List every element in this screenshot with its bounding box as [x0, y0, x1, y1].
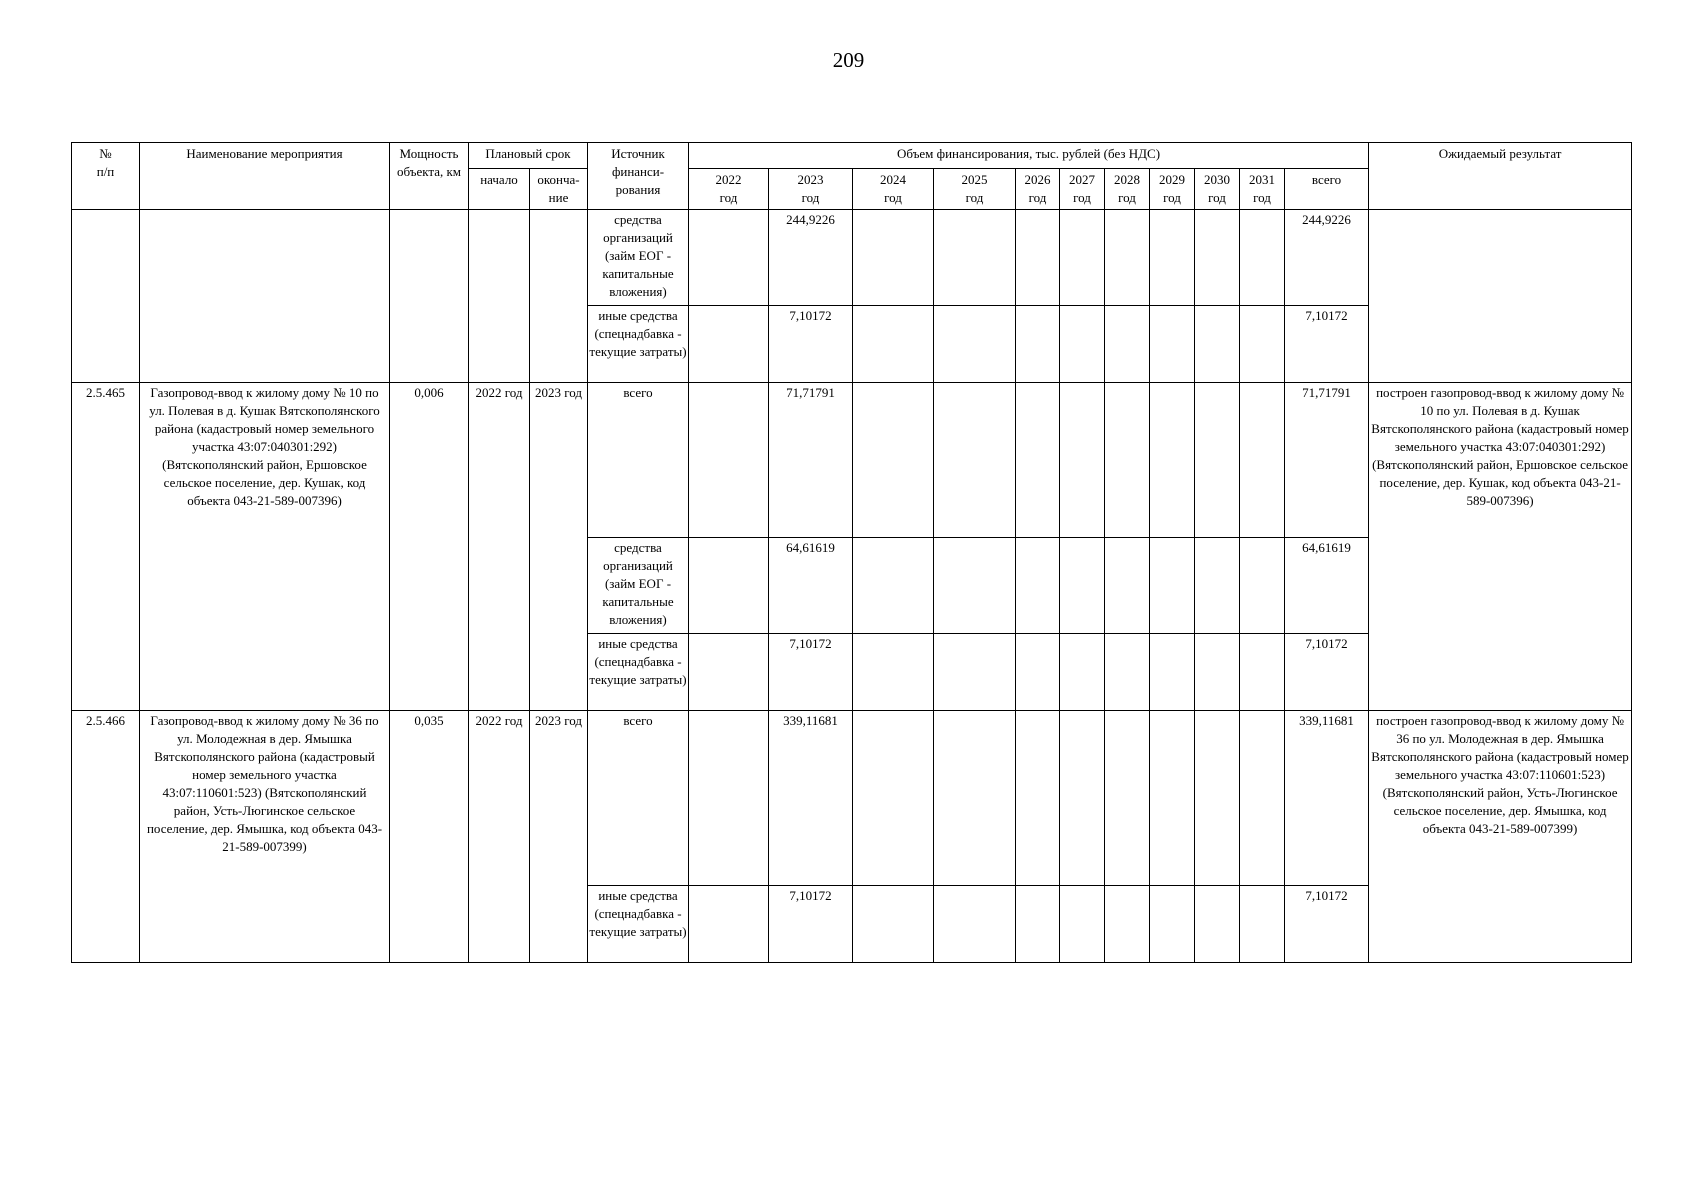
col-header-result: Ожидаемый результат	[1369, 143, 1632, 210]
col-header-year: 2022 год	[689, 169, 769, 210]
cell-result: построен газопровод-ввод к жилому дому № 10 по ул. Полевая в д. Кушак Вятскополянского района (кадастровый номер земельного участка 43:07:040301:292) (Вятскополянский район, Ершовское сельское поселение, дер. Кушак, код объекта 043-21-589-007396)	[1369, 383, 1632, 711]
cell-year	[934, 634, 1016, 711]
cell-start: 2022 год	[469, 383, 530, 711]
cell-year	[934, 886, 1016, 963]
cell-year	[1240, 634, 1285, 711]
cell-total: 7,10172	[1285, 634, 1369, 711]
col-header-year: 2026 год	[1016, 169, 1060, 210]
cell-year	[1016, 306, 1060, 383]
cell-num	[72, 210, 140, 383]
cell-year	[1060, 538, 1105, 634]
cell-year	[1105, 634, 1150, 711]
cell-capacity: 0,035	[390, 711, 469, 963]
cell-year	[853, 306, 934, 383]
cell-year	[1105, 210, 1150, 306]
cell-year	[1240, 538, 1285, 634]
cell-year	[853, 886, 934, 963]
cell-name: Газопровод-ввод к жилому дому № 36 по ул. Молодежная в дер. Ямышка Вятскополянского района (кадастровый номер земельного участка 43:07:110601:523) (Вятскополянский район, Усть-Люгинское сельское поселение, дер. Ямышка, код объекта 043-21-589-007399)	[140, 711, 390, 963]
cell-year	[1195, 538, 1240, 634]
cell-total: 339,11681	[1285, 711, 1369, 886]
cell-year-2023: 339,11681	[769, 711, 853, 886]
cell-year	[934, 383, 1016, 538]
financing-table	[71, 142, 1632, 963]
cell-source: иные средства (спецнадбавка - текущие затраты)	[588, 634, 689, 711]
cell-total: 7,10172	[1285, 886, 1369, 963]
col-header-year: 2027 год	[1060, 169, 1105, 210]
cell-year	[853, 538, 934, 634]
cell-year	[689, 210, 769, 306]
cell-total: 71,71791	[1285, 383, 1369, 538]
cell-year	[689, 538, 769, 634]
cell-year	[1195, 306, 1240, 383]
cell-year	[1060, 711, 1105, 886]
cell-year	[1150, 210, 1195, 306]
table-row	[72, 210, 1632, 306]
cell-source: иные средства (спецнадбавка - текущие затраты)	[588, 886, 689, 963]
table-header	[72, 143, 1632, 210]
cell-year	[1195, 886, 1240, 963]
cell-year	[1016, 634, 1060, 711]
cell-name: Газопровод-ввод к жилому дому № 10 по ул. Полевая в д. Кушак Вятскополянского района (кадастровый номер земельного участка 43:07:040301:292) (Вятскополянский район, Ершовское сельское поселение, дер. Кушак, код объекта 043-21-589-007396)	[140, 383, 390, 711]
cell-year	[1195, 711, 1240, 886]
cell-year	[1105, 306, 1150, 383]
col-header-year: 2029 год	[1150, 169, 1195, 210]
cell-year	[1240, 210, 1285, 306]
cell-name	[140, 210, 390, 383]
cell-year-2023: 244,9226	[769, 210, 853, 306]
cell-year	[1195, 383, 1240, 538]
cell-source: всего	[588, 711, 689, 886]
cell-year	[1060, 210, 1105, 306]
cell-year	[1016, 711, 1060, 886]
cell-year	[1240, 711, 1285, 886]
cell-year	[1150, 711, 1195, 886]
col-header-source: Источник финанси- рования	[588, 143, 689, 210]
cell-year	[689, 886, 769, 963]
cell-year	[853, 634, 934, 711]
cell-year	[934, 210, 1016, 306]
cell-start	[469, 210, 530, 383]
cell-year	[934, 306, 1016, 383]
cell-year	[1105, 383, 1150, 538]
table-body	[72, 210, 1632, 963]
cell-num: 2.5.466	[72, 711, 140, 963]
cell-result	[1369, 210, 1632, 383]
col-header-plan-term: Плановый срок	[469, 143, 588, 169]
col-header-volume: Объем финансирования, тыс. рублей (без НДС)	[689, 143, 1369, 169]
col-header-num: № п/п	[72, 143, 140, 210]
cell-year	[1150, 306, 1195, 383]
page-number: 209	[832, 48, 865, 72]
cell-start: 2022 год	[469, 711, 530, 963]
cell-year	[1060, 634, 1105, 711]
cell-year	[1195, 210, 1240, 306]
cell-year	[689, 383, 769, 538]
col-header-start: начало	[469, 169, 530, 210]
cell-year	[853, 210, 934, 306]
cell-year	[1150, 538, 1195, 634]
cell-year	[1240, 383, 1285, 538]
cell-source: средства организаций (займ ЕОГ - капитальные вложения)	[588, 210, 689, 306]
cell-year	[1060, 306, 1105, 383]
cell-year	[1240, 306, 1285, 383]
col-header-year: 2024 год	[853, 169, 934, 210]
cell-end: 2023 год	[530, 383, 588, 711]
cell-year	[1150, 634, 1195, 711]
cell-year	[1016, 886, 1060, 963]
cell-year	[1150, 383, 1195, 538]
cell-year	[1060, 383, 1105, 538]
col-header-name: Наименование мероприятия	[140, 143, 390, 210]
cell-year	[1016, 538, 1060, 634]
cell-year	[934, 711, 1016, 886]
cell-year-2023: 71,71791	[769, 383, 853, 538]
cell-total: 244,9226	[1285, 210, 1369, 306]
cell-year	[689, 711, 769, 886]
col-header-year: 2030 год	[1195, 169, 1240, 210]
cell-year	[934, 538, 1016, 634]
cell-year-2023: 7,10172	[769, 634, 853, 711]
cell-year	[1150, 886, 1195, 963]
cell-total: 64,61619	[1285, 538, 1369, 634]
cell-year	[1240, 886, 1285, 963]
cell-year	[1105, 886, 1150, 963]
cell-capacity: 0,006	[390, 383, 469, 711]
cell-year	[1016, 210, 1060, 306]
col-header-year: 2031 год	[1240, 169, 1285, 210]
cell-year-2023: 7,10172	[769, 886, 853, 963]
cell-year	[1105, 538, 1150, 634]
cell-year	[1060, 886, 1105, 963]
cell-year	[1016, 383, 1060, 538]
cell-year	[689, 306, 769, 383]
cell-num: 2.5.465	[72, 383, 140, 711]
cell-year	[1105, 711, 1150, 886]
table-row	[72, 383, 1632, 538]
cell-end	[530, 210, 588, 383]
col-header-total: всего	[1285, 169, 1369, 210]
col-header-year: 2023 год	[769, 169, 853, 210]
cell-total: 7,10172	[1285, 306, 1369, 383]
cell-capacity	[390, 210, 469, 383]
cell-source: всего	[588, 383, 689, 538]
cell-year	[853, 383, 934, 538]
cell-year	[1195, 634, 1240, 711]
cell-result: построен газопровод-ввод к жилому дому № 36 по ул. Молодежная в дер. Ямышка Вятскополянского района (кадастровый номер земельного участка 43:07:110601:523) (Вятскополянский район, Усть-Люгинское сельское поселение, дер. Ямышка, код объекта 043-21-589-007399)	[1369, 711, 1632, 963]
col-header-year: 2025 год	[934, 169, 1016, 210]
col-header-capacity: Мощность объекта, км	[390, 143, 469, 210]
col-header-end: оконча- ние	[530, 169, 588, 210]
cell-year-2023: 64,61619	[769, 538, 853, 634]
cell-end: 2023 год	[530, 711, 588, 963]
cell-year	[689, 634, 769, 711]
table-row	[72, 711, 1632, 886]
col-header-year: 2028 год	[1105, 169, 1150, 210]
cell-year-2023: 7,10172	[769, 306, 853, 383]
cell-year	[853, 711, 934, 886]
cell-source: иные средства (спецнадбавка - текущие затраты)	[588, 306, 689, 383]
cell-source: средства организаций (займ ЕОГ - капитальные вложения)	[588, 538, 689, 634]
